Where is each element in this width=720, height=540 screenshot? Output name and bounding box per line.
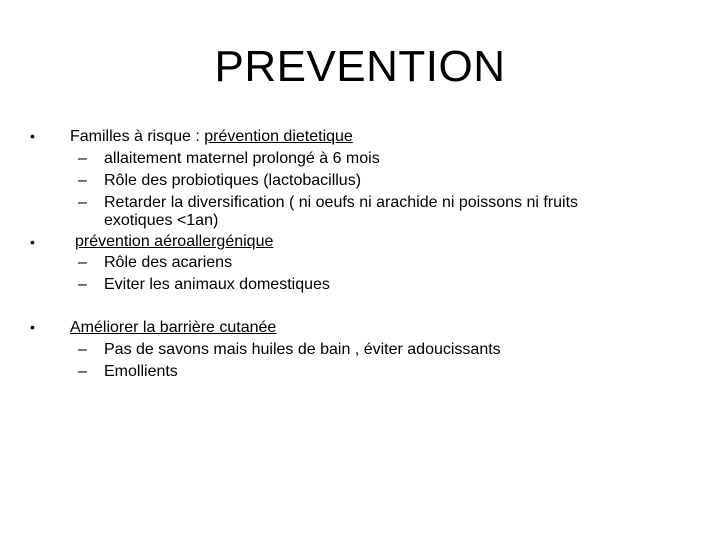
dash-marker: – [78,363,87,380]
subitem: Rôle des acariens [104,254,233,271]
bullet-3-text [70,318,276,337]
bullet-marker: • [30,234,35,250]
bullet-1-underlined: prévention dietetique [204,128,353,145]
bullet-marker: • [30,128,35,144]
bullet-marker: • [30,319,35,335]
subitem: Retarder la diversification ( ni oeufs ni arachide ni poissons ni fruits [104,194,579,211]
dash-marker: – [78,254,87,271]
bullet-3-underlined: Améliorer la barrière cutanée [70,319,277,336]
dash-marker: – [78,276,87,293]
subitem: Rôle des probiotiques (lactobacillus) [104,172,362,189]
subitem: allaitement maternel prolongé à 6 mois [104,150,380,167]
dash-marker: – [78,172,87,189]
bullet-1-text [70,127,353,146]
bullet-2-underlined: prévention aéroallergénique [75,233,274,250]
dash-marker: – [78,150,87,167]
dash-marker: – [78,194,87,211]
slide-title: PREVENTION [214,42,506,91]
bullet-1-prefix: Familles à risque : [70,128,205,145]
subitem: Emollients [104,363,178,380]
dash-marker: – [78,341,87,358]
subitem-continuation: exotiques <1an) [104,212,219,229]
subitem: Eviter les animaux domestiques [104,276,330,293]
bullet-2-text [75,232,273,251]
subitem: Pas de savons mais huiles de bain , éviter adoucissants [104,341,501,358]
